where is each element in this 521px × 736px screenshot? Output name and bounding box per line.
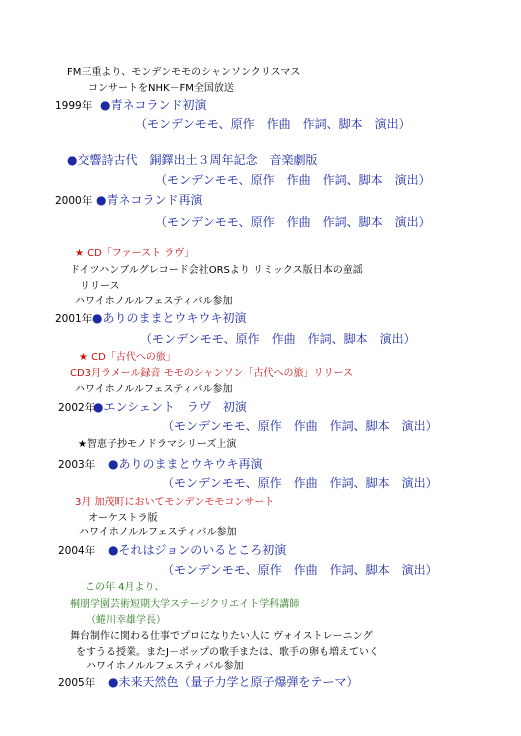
credits-line: （モンデンモモ、原作 作曲 作詞、脚本 演出） (135, 117, 411, 131)
text-line: ドイツハンブルグレコード会社ORSより リミックス版日本の童謡 (70, 265, 363, 276)
text-line: （蜷川幸雄学長） (86, 615, 166, 626)
year-label: 2003年 (58, 459, 96, 471)
text-line: コンサートをNHK－FM全国放送 (88, 83, 234, 94)
text-line: ハワイホノルルフェスティバル参加 (86, 661, 244, 672)
credits-line: （モンデンモモ、原作 作曲 作詞、脚本 演出） (155, 215, 431, 229)
work-title: ●エンシェント ラヴ 初演 (93, 400, 247, 414)
credits-line: （モンデンモモ、原作 作曲 作詞、脚本 演出） (162, 419, 438, 433)
year-label: 2002年 (58, 402, 96, 414)
text-line: ハワイホノルルフェスティバル参加 (75, 384, 233, 395)
cd-heading: ★ CD「古代への旅」 (79, 352, 176, 363)
work-title: ●交響詩古代 銅鐸出土３周年記念 音楽劇版 (67, 153, 318, 167)
year-label: 2001年 (55, 313, 93, 325)
text-line: 舞台制作に関わる仕事でプロになりたい人に ヴォイストレーニング (70, 631, 373, 642)
credits-line: （モンデンモモ、原作 作曲 作詞、脚本 演出） (162, 476, 438, 490)
text-line: ★智恵子抄モノドラマシリーズ上演 (78, 439, 237, 450)
year-label: 2005年 (58, 677, 96, 689)
year-label: 2004年 (58, 545, 96, 557)
text-line: オーケストラ版 (88, 513, 158, 524)
credits-line: （モンデンモモ、原作 作曲 作詞、脚本 演出） (155, 173, 431, 187)
cd-heading: ★ CD「ファースト ラヴ」 (75, 248, 195, 259)
text-line: FM三重より、モンデンモモのシャンソンクリスマス (67, 67, 301, 78)
work-title: ●青ネコランド初演 (100, 98, 207, 112)
credits-line: （モンデンモモ、原作 作曲 作詞、脚本 演出） (162, 563, 438, 577)
work-title: ●それはジョンのいるところ初演 (108, 543, 287, 557)
text-line: この年 4月より、 (85, 582, 165, 593)
work-title: ●ありのままとウキウキ初演 (92, 311, 247, 325)
text-line: 3月 加茂町においてモンデンモモコンサート (75, 497, 275, 508)
work-title: ●ありのままとウキウキ再演 (108, 457, 263, 471)
text-line: をすうる授業。またJ－ポップの歌手または、歌手の卵も増えていく (76, 647, 379, 658)
text-line: ハワイホノルルフェスティバル参加 (79, 527, 237, 538)
text-line: CD3月ラメール録音 モモのシャンソン「古代への旅」リリース (70, 368, 354, 379)
text-line: ハワイホノルルフェスティバル参加 (75, 296, 233, 307)
year-label: 2000年 (55, 195, 93, 207)
work-title: ●青ネコランド再演 (96, 193, 203, 207)
text-line: 桐朋学園芸術短期大学ステージクリエイト学科講師 (70, 599, 300, 610)
work-title: ●未来天然色（量子力学と原子爆弾をテーマ） (108, 675, 359, 689)
credits-line: （モンデンモモ、原作 作曲 作詞、脚本 演出） (140, 332, 416, 346)
text-line: リリース (80, 281, 120, 292)
year-label: 1999年 (55, 100, 93, 112)
